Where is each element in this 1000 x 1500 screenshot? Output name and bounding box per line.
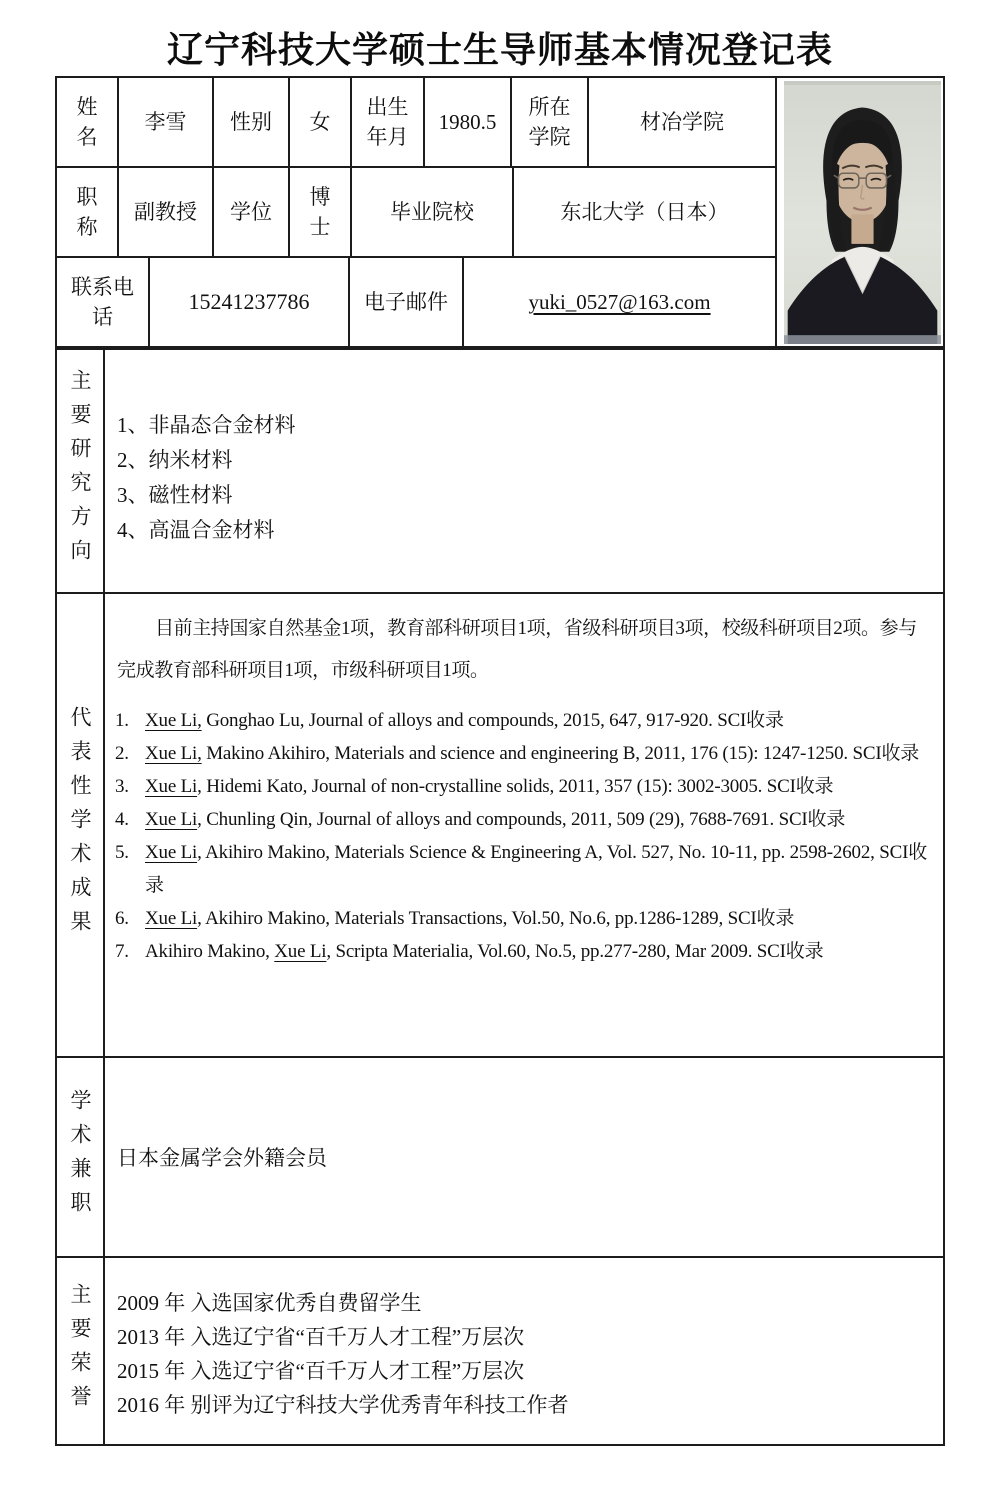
honors-label: 主要荣誉	[68, 1283, 92, 1419]
publication-item	[115, 836, 937, 902]
email-label: 电子邮件	[350, 258, 464, 346]
parttime-text: 日本金属学会外籍会员	[117, 1146, 327, 1170]
honors-content	[105, 1258, 943, 1444]
email-value: yuki_0527@163.com	[528, 289, 711, 314]
publication-text	[145, 935, 937, 968]
publication-text	[145, 803, 937, 836]
publication-author-underlined: Xue Li	[145, 842, 198, 863]
honor-item: 2015 年 入选辽宁省“百千万人才工程”万层次	[117, 1359, 525, 1383]
job-title-label: 职称	[57, 168, 119, 256]
parttime-header	[57, 1058, 105, 1256]
degree-label: 学位	[214, 168, 290, 256]
gender-value: 女	[290, 78, 352, 166]
publication-number: 3.	[115, 776, 129, 797]
section-achievements	[57, 592, 943, 1056]
registration-form-table	[55, 76, 945, 1446]
publication-number: 1.	[115, 710, 129, 731]
honor-item: 2009 年 入选国家优秀自费留学生	[117, 1291, 422, 1315]
info-row-3	[57, 258, 775, 346]
publication-item	[115, 704, 937, 737]
honors-header	[57, 1258, 105, 1444]
page-title: 辽宁科技大学硕士生导师基本情况登记表	[166, 30, 833, 70]
section-academic-parttime	[57, 1056, 943, 1256]
info-row-2	[57, 168, 775, 258]
school-value: 东北大学（日本）	[560, 199, 729, 224]
achievements-intro: 目前主持国家自然基金1项，教育部科研项目1项，省级科研项目3项，校级科研项目2项。参与完成教育部科研项目1项，市级科研项目1项。	[117, 618, 917, 681]
name-label: 姓名	[57, 78, 119, 166]
publication-text	[145, 836, 937, 902]
name-value: 李雪	[119, 78, 214, 166]
publication-author-underlined: Xue Li	[145, 776, 198, 797]
publication-item	[115, 770, 937, 803]
photo-cell	[775, 78, 943, 346]
publication-number: 5.	[115, 842, 129, 863]
college-label: 所在学院	[512, 78, 589, 166]
publication-item	[115, 737, 937, 770]
college-value: 材冶学院	[640, 109, 724, 134]
research-item: 2、纳米材料	[117, 448, 233, 472]
publication-text	[145, 704, 937, 737]
job-title-value: 副教授	[119, 168, 214, 256]
research-item: 4、高温合金材料	[117, 518, 275, 542]
honor-item: 2016 年 别评为辽宁科技大学优秀青年科技工作者	[117, 1393, 569, 1417]
publication-rest: , Chunling Qin, Journal of alloys and compounds, 2011, 509 (29), 7688-7691. SCI收录	[197, 809, 846, 830]
school-label: 毕业院校	[352, 168, 514, 256]
phone-label: 联系电话	[57, 258, 150, 346]
publication-rest: , Akihiro Makino, Materials Science & Engineering A, Vol. 527, No. 10-11, pp. 2598-2602, SCI收录	[145, 842, 927, 896]
info-row-1	[57, 78, 775, 168]
publication-rest: , Akihiro Makino, Materials Transactions, Vol.50, No.6, pp.1286-1289, SCI收录	[197, 908, 795, 929]
publication-author-underlined: Xue Li,	[145, 743, 202, 764]
publication-rest: Makino Akihiro, Materials and science and engineering B, 2011, 176 (15): 1247-1250. SCI收录	[201, 743, 920, 764]
research-item: 1、非晶态合金材料	[117, 413, 296, 437]
honor-item: 2013 年 入选辽宁省“百千万人才工程”万层次	[117, 1325, 525, 1349]
publication-text	[145, 770, 937, 803]
research-directions-content	[105, 350, 943, 592]
publication-pre: Akihiro Makino,	[145, 941, 275, 962]
degree-value: 博士	[290, 168, 352, 256]
publication-text	[145, 737, 937, 770]
parttime-label: 学术兼职	[68, 1089, 92, 1225]
publication-rest: Gonghao Lu, Journal of alloys and compounds, 2015, 647, 917-920. SCI收录	[201, 710, 784, 731]
publication-number: 2.	[115, 743, 129, 764]
research-item: 3、磁性材料	[117, 483, 233, 507]
publication-item	[115, 902, 937, 935]
publication-number: 6.	[115, 908, 129, 929]
publication-author-underlined: Xue Li	[145, 908, 198, 929]
publication-author-underlined: Xue Li	[274, 941, 327, 962]
birth-label: 出生年月	[352, 78, 425, 166]
parttime-content	[105, 1058, 943, 1256]
publication-rest: , Hidemi Kato, Journal of non-crystalline solids, 2011, 357 (15): 3002-3005. SCI收录	[197, 776, 834, 797]
section-research-directions	[57, 348, 943, 592]
birth-value: 1980.5	[425, 78, 512, 166]
publication-author-underlined: Xue Li,	[145, 710, 202, 731]
portrait-photo	[784, 81, 941, 344]
personal-info-cells	[57, 78, 775, 346]
publication-rest: , Scripta Materialia, Vol.60, No.5, pp.277-280, Mar 2009. SCI收录	[326, 941, 824, 962]
section-main-honors	[57, 1256, 943, 1444]
publication-author-underlined: Xue Li	[145, 809, 198, 830]
research-directions-label: 主要研究方向	[68, 369, 92, 573]
achievements-header	[57, 594, 105, 1056]
publication-number: 7.	[115, 941, 129, 962]
personal-info-grid	[57, 78, 943, 348]
publication-item	[115, 803, 937, 836]
phone-value: 15241237786	[150, 258, 350, 346]
achievements-content	[105, 594, 943, 1056]
publication-text	[145, 902, 937, 935]
publication-number: 4.	[115, 809, 129, 830]
achievements-label: 代表性学术成果	[68, 706, 92, 944]
research-directions-header	[57, 350, 105, 592]
publication-item	[115, 935, 937, 968]
gender-label: 性别	[214, 78, 290, 166]
